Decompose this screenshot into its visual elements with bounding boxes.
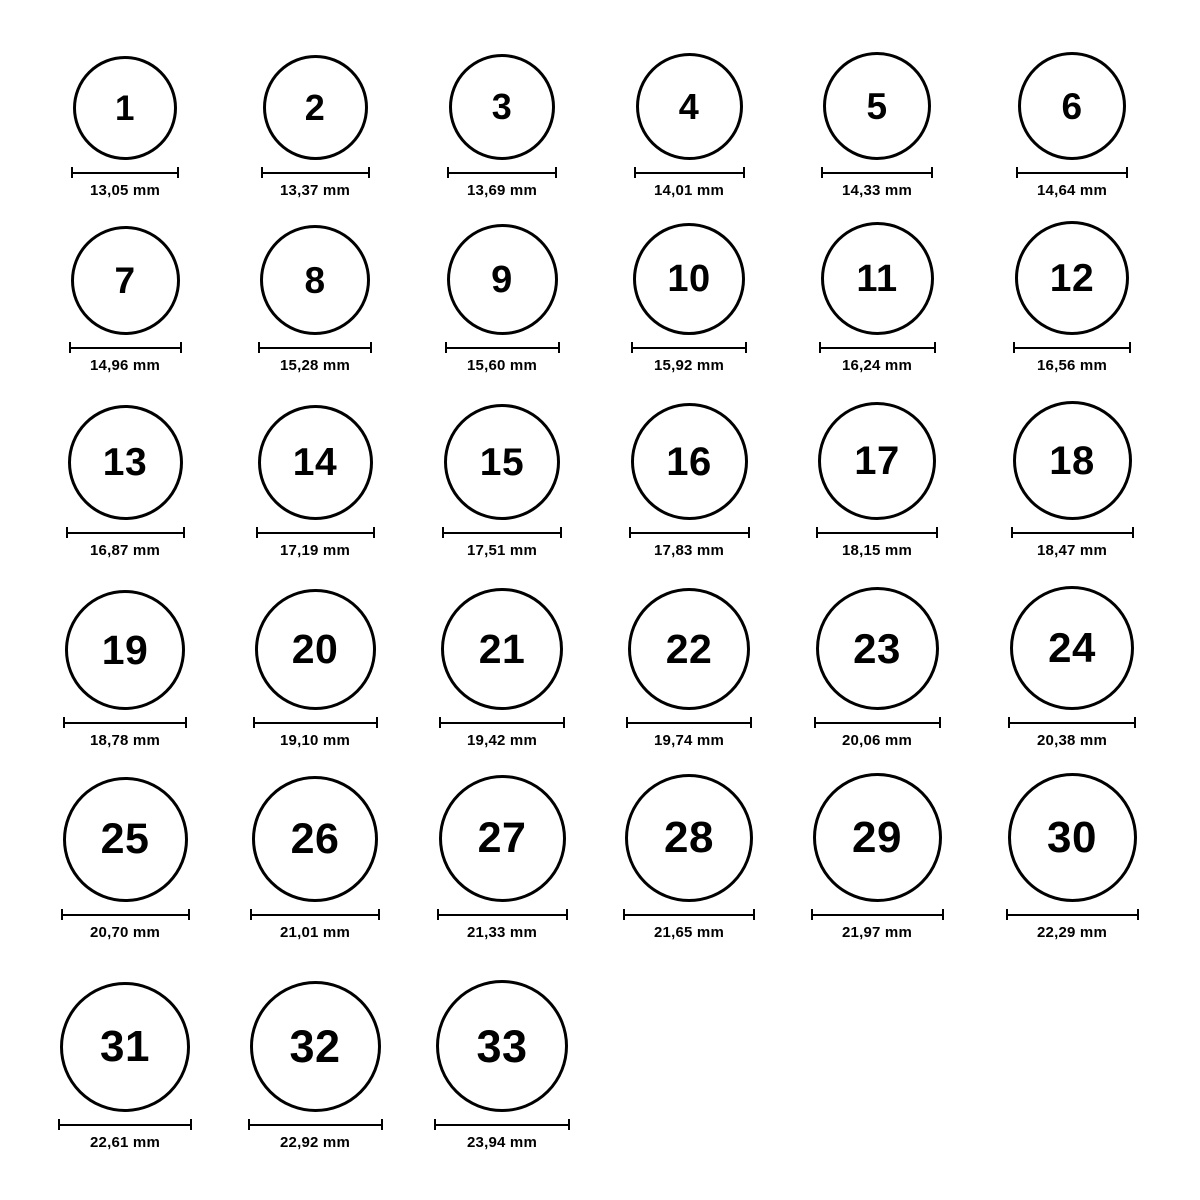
ring-size-number: 16 [666, 439, 712, 484]
ring-circle [447, 224, 558, 335]
ring-circle [60, 982, 190, 1112]
ring-circle [1008, 773, 1137, 902]
ring-size-cell [595, 388, 783, 559]
measure-cap-right [942, 909, 944, 920]
ring-size-cell [31, 980, 219, 1151]
ring-size-cell [978, 28, 1166, 199]
ring-circle [1015, 221, 1129, 335]
ring-circle [258, 405, 373, 520]
diameter-measure-bar [256, 527, 375, 538]
ring-circle [633, 223, 745, 335]
measure-line [623, 914, 755, 916]
measure-cap-right [566, 909, 568, 920]
ring-circle [65, 590, 185, 710]
ring-circle [813, 773, 942, 902]
diameter-label: 21,01 mm [280, 924, 350, 941]
measure-cap-left [626, 717, 628, 728]
diameter-label: 16,56 mm [1037, 357, 1107, 374]
diameter-label: 20,38 mm [1037, 732, 1107, 749]
measure-line [261, 172, 370, 174]
ring-circle [816, 587, 939, 710]
ring-size-number: 10 [667, 258, 711, 300]
measure-cap-right [745, 342, 747, 353]
ring-size-number: 23 [853, 624, 901, 672]
measure-line [69, 347, 182, 349]
measure-cap-right [185, 717, 187, 728]
measure-cap-right [748, 527, 750, 538]
diameter-measure-bar [1008, 717, 1136, 728]
measure-cap-right [753, 909, 755, 920]
diameter-label: 21,97 mm [842, 924, 912, 941]
diameter-label: 20,06 mm [842, 732, 912, 749]
ring-size-cell [221, 770, 409, 941]
measure-cap-left [437, 909, 439, 920]
measure-cap-right [555, 167, 557, 178]
ring-size-cell [783, 578, 971, 749]
ring-size-cell [221, 980, 409, 1151]
measure-cap-left [439, 717, 441, 728]
diameter-measure-bar [434, 1119, 570, 1130]
ring-circle [250, 981, 381, 1112]
ring-size-number: 31 [100, 1022, 150, 1071]
diameter-label: 14,96 mm [90, 357, 160, 374]
measure-line [437, 914, 568, 916]
diameter-label: 20,70 mm [90, 924, 160, 941]
ring-size-cell [783, 28, 971, 199]
ring-circle [71, 226, 180, 335]
measure-cap-left [253, 717, 255, 728]
diameter-measure-bar [447, 167, 557, 178]
diameter-label: 21,65 mm [654, 924, 724, 941]
diameter-measure-bar [261, 167, 370, 178]
ring-circle [441, 588, 563, 710]
measure-line [816, 532, 938, 534]
measure-cap-right [558, 342, 560, 353]
measure-cap-right [750, 717, 752, 728]
diameter-label: 18,15 mm [842, 542, 912, 559]
measure-cap-left [63, 717, 65, 728]
measure-cap-left [814, 717, 816, 728]
diameter-measure-bar [250, 909, 380, 920]
ring-circle [63, 777, 188, 902]
diameter-measure-bar [63, 717, 187, 728]
measure-cap-left [248, 1119, 250, 1130]
measure-cap-left [256, 527, 258, 538]
ring-size-number: 3 [491, 86, 513, 127]
measure-cap-right [373, 527, 375, 538]
diameter-measure-bar [248, 1119, 383, 1130]
ring-size-number: 9 [491, 258, 513, 301]
ring-circle [449, 54, 555, 160]
ring-size-number: 18 [1049, 438, 1095, 483]
measure-cap-left [1016, 167, 1018, 178]
ring-size-cell [783, 388, 971, 559]
diameter-measure-bar [814, 717, 941, 728]
ring-size-number: 2 [304, 86, 326, 128]
measure-line [1006, 914, 1139, 916]
ring-circle [631, 403, 748, 520]
diameter-measure-bar [439, 717, 565, 728]
ring-size-cell [408, 770, 596, 941]
measure-cap-right [370, 342, 372, 353]
diameter-measure-bar [629, 527, 750, 538]
diameter-label: 15,92 mm [654, 357, 724, 374]
measure-cap-right [563, 717, 565, 728]
ring-size-cell [31, 578, 219, 749]
diameter-measure-bar [445, 342, 560, 353]
ring-size-number: 19 [101, 626, 149, 673]
diameter-label: 22,29 mm [1037, 924, 1107, 941]
diameter-measure-bar [258, 342, 372, 353]
ring-size-number: 7 [114, 260, 136, 301]
measure-line [821, 172, 933, 174]
diameter-measure-bar [1011, 527, 1134, 538]
measure-cap-right [1137, 909, 1139, 920]
measure-line [634, 172, 745, 174]
diameter-measure-bar [634, 167, 745, 178]
measure-cap-left [445, 342, 447, 353]
measure-cap-left [811, 909, 813, 920]
measure-line [445, 347, 560, 349]
ring-size-cell [595, 203, 783, 374]
measure-line [253, 722, 378, 724]
measure-cap-left [1013, 342, 1015, 353]
diameter-label: 18,78 mm [90, 732, 160, 749]
ring-size-cell [783, 770, 971, 941]
diameter-measure-bar [1006, 909, 1139, 920]
ring-circle [1010, 586, 1134, 710]
ring-size-number: 8 [304, 259, 326, 301]
ring-size-cell [978, 770, 1166, 941]
measure-line [63, 722, 187, 724]
diameter-measure-bar [437, 909, 568, 920]
ring-size-number: 4 [678, 85, 700, 127]
measure-cap-right [188, 909, 190, 920]
measure-cap-right [1129, 342, 1131, 353]
diameter-label: 15,60 mm [467, 357, 537, 374]
ring-size-number: 11 [856, 257, 898, 300]
measure-line [1013, 347, 1131, 349]
ring-size-number: 33 [476, 1020, 528, 1072]
measure-cap-right [568, 1119, 570, 1130]
measure-line [1016, 172, 1128, 174]
ring-size-number: 29 [852, 812, 902, 862]
measure-cap-left [58, 1119, 60, 1130]
ring-size-number: 27 [477, 814, 527, 862]
diameter-label: 17,83 mm [654, 542, 724, 559]
measure-cap-left [66, 527, 68, 538]
measure-cap-left [69, 342, 71, 353]
ring-circle [1018, 52, 1126, 160]
ring-size-cell [595, 770, 783, 941]
ring-size-number: 13 [102, 441, 148, 484]
diameter-label: 15,28 mm [280, 357, 350, 374]
measure-cap-left [816, 527, 818, 538]
ring-size-number: 26 [290, 814, 340, 863]
measure-cap-left [623, 909, 625, 920]
diameter-label: 19,42 mm [467, 732, 537, 749]
ring-size-cell [408, 578, 596, 749]
ring-size-cell [221, 578, 409, 749]
ring-size-number: 30 [1047, 812, 1097, 862]
measure-cap-left [250, 909, 252, 920]
measure-cap-right [368, 167, 370, 178]
measure-cap-right [936, 527, 938, 538]
ring-size-cell [978, 578, 1166, 749]
measure-line [626, 722, 752, 724]
ring-circle [821, 222, 934, 335]
measure-cap-left [821, 167, 823, 178]
ring-size-number: 25 [100, 815, 150, 863]
ring-size-number: 32 [289, 1021, 341, 1072]
measure-line [58, 1124, 192, 1126]
diameter-label: 18,47 mm [1037, 542, 1107, 559]
ring-circle [625, 774, 753, 902]
measure-line [248, 1124, 383, 1126]
measure-line [61, 914, 190, 916]
measure-cap-left [434, 1119, 436, 1130]
measure-cap-left [61, 909, 63, 920]
diameter-label: 14,64 mm [1037, 182, 1107, 199]
measure-cap-right [1132, 527, 1134, 538]
measure-line [811, 914, 944, 916]
diameter-label: 21,33 mm [467, 924, 537, 941]
ring-size-cell [31, 28, 219, 199]
measure-cap-right [931, 167, 933, 178]
ring-size-number: 20 [291, 626, 339, 672]
diameter-label: 14,01 mm [654, 182, 724, 199]
ring-circle [439, 775, 566, 902]
ring-circle [252, 776, 378, 902]
measure-cap-right [376, 717, 378, 728]
measure-cap-right [1134, 717, 1136, 728]
ring-size-number: 24 [1048, 624, 1096, 671]
ring-size-cell [408, 28, 596, 199]
measure-cap-right [378, 909, 380, 920]
diameter-label: 13,69 mm [467, 182, 537, 199]
measure-cap-left [1006, 909, 1008, 920]
measure-line [256, 532, 375, 534]
measure-line [250, 914, 380, 916]
ring-size-number: 14 [292, 441, 338, 484]
ring-size-cell [221, 203, 409, 374]
measure-cap-left [1011, 527, 1013, 538]
diameter-measure-bar [69, 342, 182, 353]
measure-cap-left [631, 342, 633, 353]
ring-size-number: 17 [854, 439, 900, 483]
measure-cap-right [190, 1119, 192, 1130]
diameter-measure-bar [626, 717, 752, 728]
ring-size-number: 6 [1061, 85, 1083, 127]
diameter-measure-bar [66, 527, 185, 538]
ring-size-number: 22 [665, 625, 713, 672]
measure-cap-left [1008, 717, 1010, 728]
measure-line [439, 722, 565, 724]
measure-line [1008, 722, 1136, 724]
diameter-measure-bar [253, 717, 378, 728]
ring-size-number: 15 [479, 440, 525, 484]
diameter-measure-bar [61, 909, 190, 920]
diameter-label: 19,74 mm [654, 732, 724, 749]
diameter-measure-bar [811, 909, 944, 920]
ring-size-number: 5 [866, 85, 888, 127]
ring-circle [436, 980, 568, 1112]
ring-size-number: 21 [478, 625, 526, 672]
ring-circle [260, 225, 370, 335]
diameter-label: 19,10 mm [280, 732, 350, 749]
measure-line [814, 722, 941, 724]
measure-line [71, 172, 179, 174]
measure-cap-right [1126, 167, 1128, 178]
ring-size-cell [408, 203, 596, 374]
measure-cap-left [258, 342, 260, 353]
measure-line [258, 347, 372, 349]
measure-line [1011, 532, 1134, 534]
ring-size-cell [595, 28, 783, 199]
ring-circle [628, 588, 750, 710]
diameter-label: 14,33 mm [842, 182, 912, 199]
diameter-measure-bar [58, 1119, 192, 1130]
measure-line [434, 1124, 570, 1126]
measure-line [442, 532, 562, 534]
diameter-measure-bar [1016, 167, 1128, 178]
measure-cap-right [381, 1119, 383, 1130]
diameter-label: 23,94 mm [467, 1134, 537, 1151]
measure-cap-right [560, 527, 562, 538]
ring-circle [1013, 401, 1132, 520]
diameter-label: 22,92 mm [280, 1134, 350, 1151]
ring-circle [73, 56, 177, 160]
diameter-measure-bar [821, 167, 933, 178]
ring-circle [823, 52, 931, 160]
ring-circle [636, 53, 743, 160]
measure-cap-left [629, 527, 631, 538]
ring-circle [444, 404, 560, 520]
ring-size-cell [978, 203, 1166, 374]
ring-size-cell [31, 203, 219, 374]
ring-circle [68, 405, 183, 520]
diameter-measure-bar [623, 909, 755, 920]
measure-line [629, 532, 750, 534]
ring-size-cell [408, 388, 596, 559]
diameter-measure-bar [442, 527, 562, 538]
measure-cap-left [447, 167, 449, 178]
measure-line [447, 172, 557, 174]
ring-size-cell [31, 770, 219, 941]
measure-cap-right [743, 167, 745, 178]
ring-size-cell [31, 388, 219, 559]
diameter-measure-bar [71, 167, 179, 178]
measure-cap-left [634, 167, 636, 178]
measure-line [819, 347, 936, 349]
ring-size-number: 12 [1049, 256, 1095, 300]
measure-cap-left [819, 342, 821, 353]
measure-cap-right [183, 527, 185, 538]
ring-circle [263, 55, 368, 160]
ring-size-cell [595, 578, 783, 749]
diameter-measure-bar [631, 342, 747, 353]
measure-cap-left [71, 167, 73, 178]
diameter-label: 22,61 mm [90, 1134, 160, 1151]
ring-circle [818, 402, 936, 520]
diameter-label: 16,24 mm [842, 357, 912, 374]
measure-cap-right [934, 342, 936, 353]
diameter-measure-bar [816, 527, 938, 538]
diameter-label: 13,37 mm [280, 182, 350, 199]
diameter-measure-bar [819, 342, 936, 353]
ring-size-number: 28 [664, 813, 714, 862]
diameter-label: 13,05 mm [90, 182, 160, 199]
diameter-label: 16,87 mm [90, 542, 160, 559]
ring-size-cell [221, 28, 409, 199]
ring-size-cell [221, 388, 409, 559]
measure-line [631, 347, 747, 349]
measure-cap-right [939, 717, 941, 728]
ring-size-cell [408, 980, 596, 1151]
measure-cap-right [177, 167, 179, 178]
diameter-label: 17,51 mm [467, 542, 537, 559]
measure-line [66, 532, 185, 534]
ring-size-number: 1 [115, 88, 135, 128]
measure-cap-right [180, 342, 182, 353]
ring-size-cell [783, 203, 971, 374]
ring-circle [255, 589, 376, 710]
diameter-measure-bar [1013, 342, 1131, 353]
measure-cap-left [442, 527, 444, 538]
ring-size-cell [978, 388, 1166, 559]
diameter-label: 17,19 mm [280, 542, 350, 559]
measure-cap-left [261, 167, 263, 178]
